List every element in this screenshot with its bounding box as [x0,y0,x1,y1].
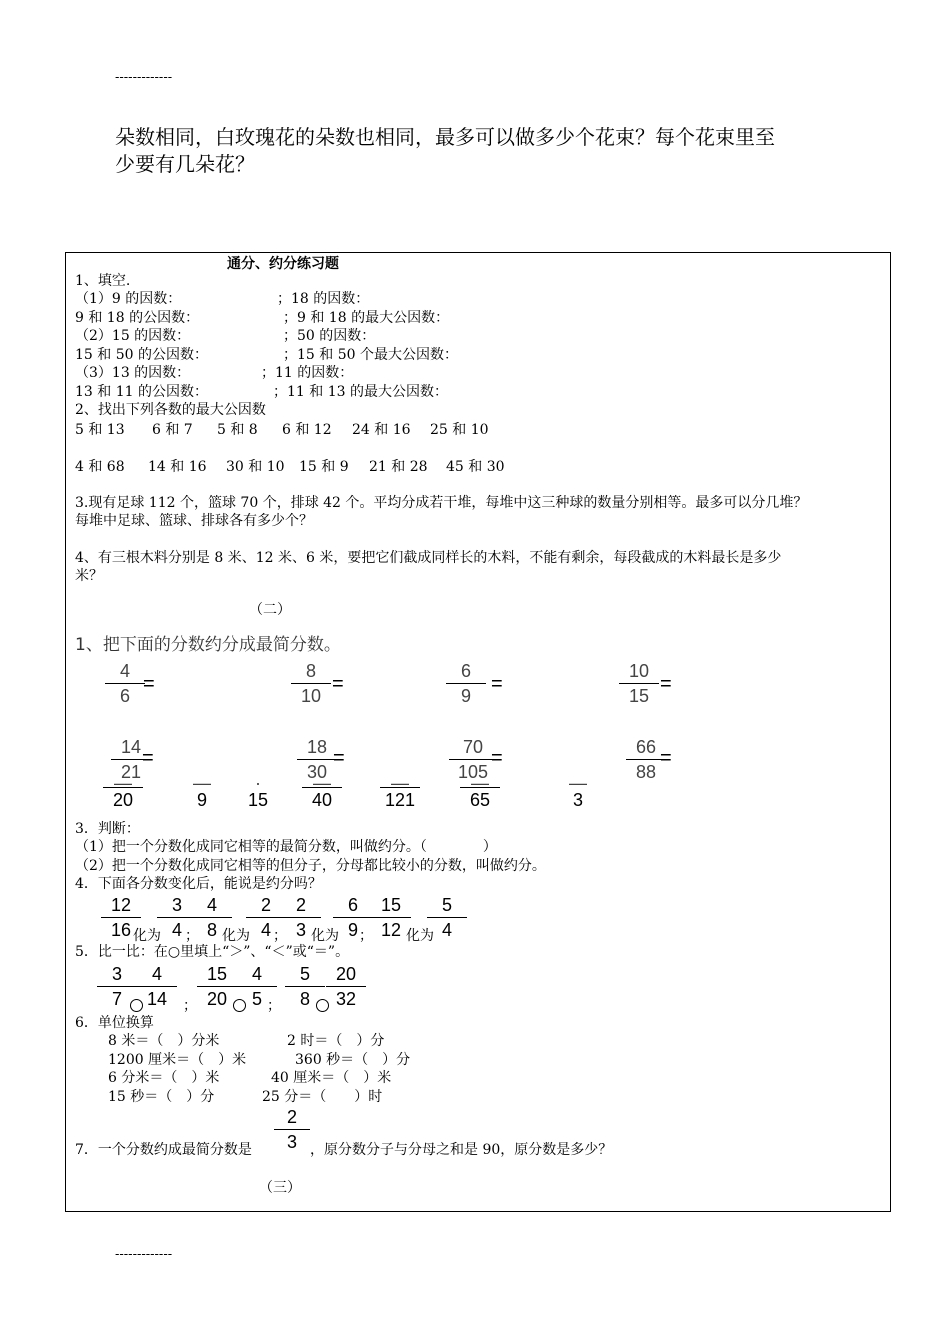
fraction: 8 10 [291,661,331,706]
fraction: 4 8 [192,895,232,940]
q1-heading: 1、填空. [75,273,131,289]
fraction: 2 4 [246,895,286,940]
equals-sign: = [333,747,345,769]
q1-r1a: （1）9 的因数： [75,291,182,307]
judge-item-2: （2）把一个分数化成同它相等的但分子，分母都比较小的分数，叫做约分。 [75,858,546,874]
equals-sign: = [660,673,672,695]
fraction: 15 20 [197,964,237,1009]
q2-pair: 24 和 16 [352,422,411,438]
change-heading: 4．下面各分数变化后，能说是约分吗？ [75,876,322,892]
unit-item: 15 秒＝（ ）分 [108,1089,215,1105]
part3-label: （三） [259,1180,301,1196]
q1-r4b: ；15 和 50 个最大公因数： [283,347,458,363]
judge-item-1: （1）把一个分数化成同它相等的最简分数，叫做约分。（ ） [75,839,497,855]
q2-pair: 5 和 13 [75,422,125,438]
fraction: 18 30 [297,737,337,782]
fraction: 3 7 [97,964,137,1009]
fraction: 15 12 [371,895,411,940]
partial-fraction: 65 [460,781,500,810]
becomes-word: 化为 [133,928,161,944]
semicolon: ； [273,928,287,944]
partial-fraction: 40 [302,781,342,810]
fraction: 10 15 [619,661,659,706]
equals-sign: = [143,673,155,695]
q1-r1b: ；18 的因数： [277,291,370,307]
fraction: 66 88 [626,737,666,782]
equals-sign: = [332,673,344,695]
partial-fraction: 3 [572,790,583,810]
fraction: 4 14 [137,964,177,1009]
unit-item: 360 秒＝（ ）分 [295,1052,411,1068]
part2-q1-heading: 1、把下面的分数约分成最简分数。 [75,635,341,655]
footer-dashes: ------------- [115,1247,173,1262]
unit-item: 40 厘米＝（ ）米 [271,1070,392,1086]
q2-pair: 25 和 10 [430,422,489,438]
q2-pair: 6 和 7 [152,422,193,438]
partial-fraction: 15 [247,790,269,810]
q4-line-1: 4、有三根木料分别是 8 米、12 米、6 米，要把它们截成同样长的木料，不能有剩余，每段截成的木料最长是多少 [75,550,782,566]
q1-r2b: ；9 和 18 的最大公因数： [283,310,450,326]
q7-text-b: ，原分数分子与分母之和是 90，原分数是多少？ [310,1142,613,1158]
intro-line-2: 少要有几朵花？ [115,152,255,176]
intro-text [115,124,775,178]
q2-heading: 2、找出下列各数的最大公因数 [75,402,266,418]
equals-sign: = [660,747,672,769]
q2-pair: 14 和 16 [148,459,207,475]
q2-pair: 21 和 28 [369,459,428,475]
fraction: 14 21 [111,737,151,782]
fraction: 5 4 [427,895,467,940]
q1-r4a: 15 和 50 的公因数： [75,347,208,363]
q3-line-1: 3.现有足球 112 个，篮球 70 个，排球 42 个。平均分成若干堆，每堆中这三种球的数量分别相等。最多可以分几堆？ [75,495,808,511]
q1-r6a: 13 和 11 的公因数： [75,384,208,400]
intro-line-1: 朵数相同，白玫瑰花的朵数也相同，最多可以做多少个花束？每个花束里至 [115,125,775,149]
fraction: 6 9 [446,661,486,706]
q2-pair: 15 和 9 [299,459,349,475]
q4-line-2: 米？ [75,568,103,584]
q1-r5a: （3）13 的因数： [75,365,191,381]
q2-pair: 5 和 8 [217,422,258,438]
judge-heading: 3．判断： [75,821,140,837]
fraction: 3 4 [157,895,197,940]
q1-r3a: （2）15 的因数： [75,328,191,344]
q1-r2a: 9 和 18 的公因数： [75,310,200,326]
q2-pair: 4 和 68 [75,459,125,475]
semicolon: ； [359,928,373,944]
q2-pair: 45 和 30 [446,459,505,475]
unit-item: 25 分＝（ ）时 [262,1089,383,1105]
q1-r5b: ；11 的因数： [261,365,354,381]
unit-item: 6 分米＝（ ）米 [108,1070,220,1086]
fraction: 4 6 [105,661,145,706]
fraction: 2 3 [281,895,321,940]
partial-fraction: 20 [103,781,143,810]
fraction: 4 5 [237,964,277,1009]
header-dashes: ------------- [115,70,173,85]
fraction: 70 105 [449,737,497,782]
compare-heading: 5．比一比：在○里填上“＞”、“＜”或“＝”。 [75,944,350,960]
fraction: 6 9 [333,895,373,940]
becomes-word: 化为 [406,928,434,944]
equals-sign: = [491,673,503,695]
equals-sign: = [491,747,503,769]
units-heading: 6．单位换算 [75,1015,154,1031]
worksheet-title: 通分、约分练习题 [227,256,339,272]
unit-item: 8 米＝（ ）分米 [108,1033,220,1049]
q1-r3b: ；50 的因数： [283,328,376,344]
semicolon: ； [185,928,199,944]
becomes-word: 化为 [222,928,250,944]
fraction: 5 8 [285,964,325,1009]
partial-fraction: 121 [380,781,420,810]
equals-sign: = [142,747,154,769]
q1-r6b: ；11 和 13 的最大公因数： [273,384,448,400]
fraction: 20 32 [326,964,366,1009]
fraction: 2 3 [274,1107,310,1152]
partial-fraction: 9 [196,790,207,810]
q3-line-2: 每堆中足球、篮球、排球各有多少个？ [75,513,313,529]
unit-item: 1200 厘米＝（ ）米 [108,1052,247,1068]
q7-text-a: 7．一个分数约成最简分数是 [75,1142,252,1158]
becomes-word: 化为 [311,928,339,944]
part2-label: （二） [249,602,291,618]
unit-item: 2 时＝（ ）分 [287,1033,385,1049]
fraction: 12 16 [101,895,141,940]
q2-pair: 6 和 12 [282,422,332,438]
semicolon: ； [267,998,281,1014]
worksheet-box [65,252,891,1212]
q2-pair: 30 和 10 [226,459,285,475]
semicolon: ； [183,998,197,1014]
